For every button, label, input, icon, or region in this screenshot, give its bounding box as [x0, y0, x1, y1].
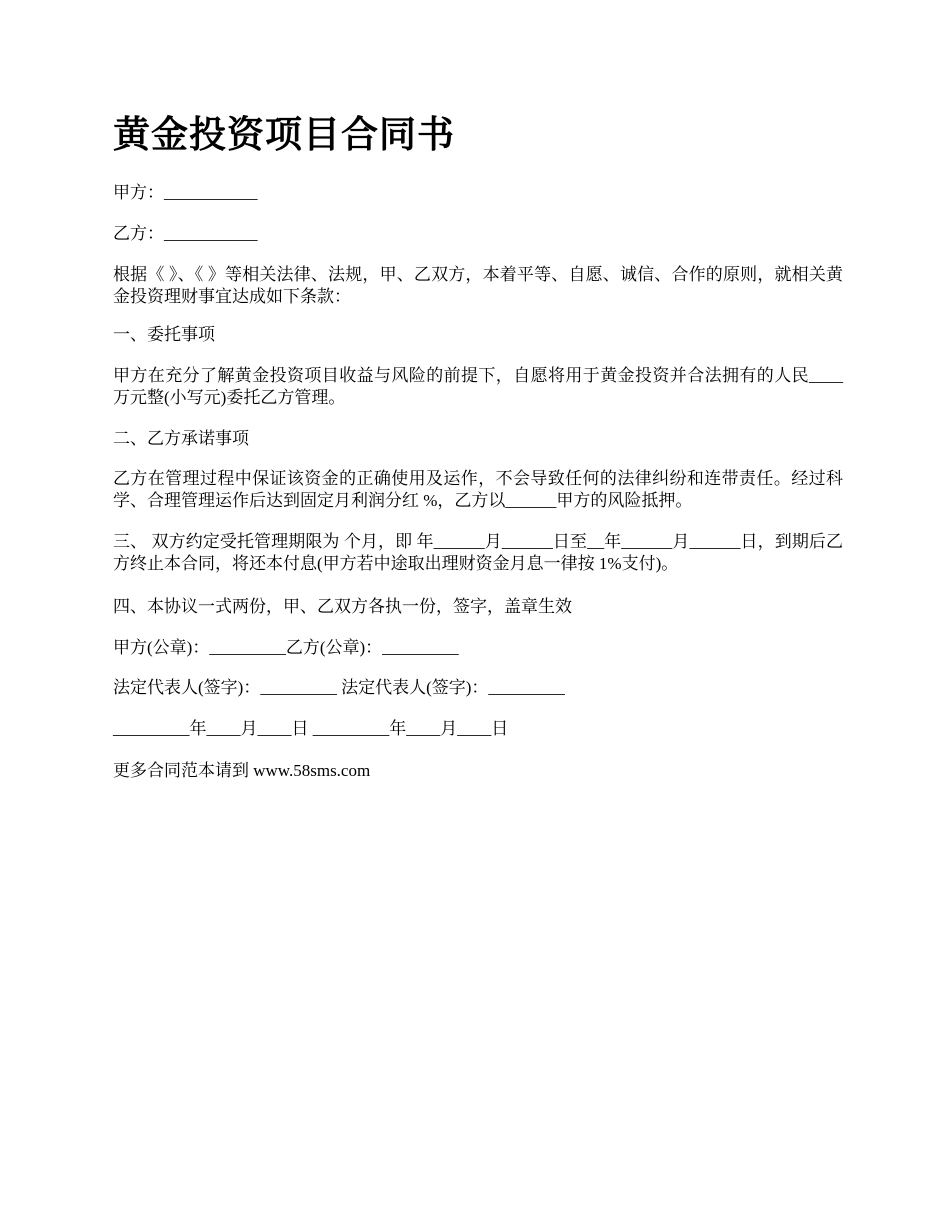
document-title: 黄金投资项目合同书 — [113, 115, 455, 156]
date-line: _________年____月____日 _________年____月____日 — [113, 719, 509, 738]
footer-link-text: 更多合同范本请到 www.58sms.com — [113, 761, 371, 780]
section2-heading: 二、乙方承诺事项 — [113, 429, 249, 448]
party-b-line: 乙方：___________ — [113, 224, 258, 243]
party-a-line: 甲方：___________ — [113, 183, 258, 202]
section1-heading: 一、委托事项 — [113, 325, 215, 344]
section2-body: 乙方在管理过程中保证该资金的正确使用及运作，不会导致任何的法律纠纷和连带责任。经过科学、合理管理运作后达到固定月利润分红 %，乙方以______甲方的风险抵押。 — [113, 469, 843, 510]
section1-body: 甲方在充分了解黄金投资项目收益与风险的前提下，自愿将用于黄金投资并合法拥有的人民____万元整(小写元)委托乙方管理。 — [113, 366, 843, 407]
intro-paragraph: 根据《 》、《 》等相关法律、法规，甲、乙双方，本着平等、自愿、诚信、合作的原则，就相关黄金投资理财事宜达成如下条款： — [113, 265, 843, 306]
representative-signature-line: 法定代表人(签字)：_________ 法定代表人(签字)：_________ — [113, 678, 565, 697]
seal-signature-line: 甲方(公章)：_________乙方(公章)：_________ — [113, 638, 459, 657]
section3-paragraph: 三、 双方约定受托管理期限为 个月，即 年______月______日至__年______月______日，到期后乙方终止本合同，将还本付息(甲方若中途取出理财资金月息一律按 1%支付)。 — [113, 532, 843, 573]
section4-paragraph: 四、本协议一式两份，甲、乙双方各执一份，签字，盖章生效 — [113, 597, 572, 616]
